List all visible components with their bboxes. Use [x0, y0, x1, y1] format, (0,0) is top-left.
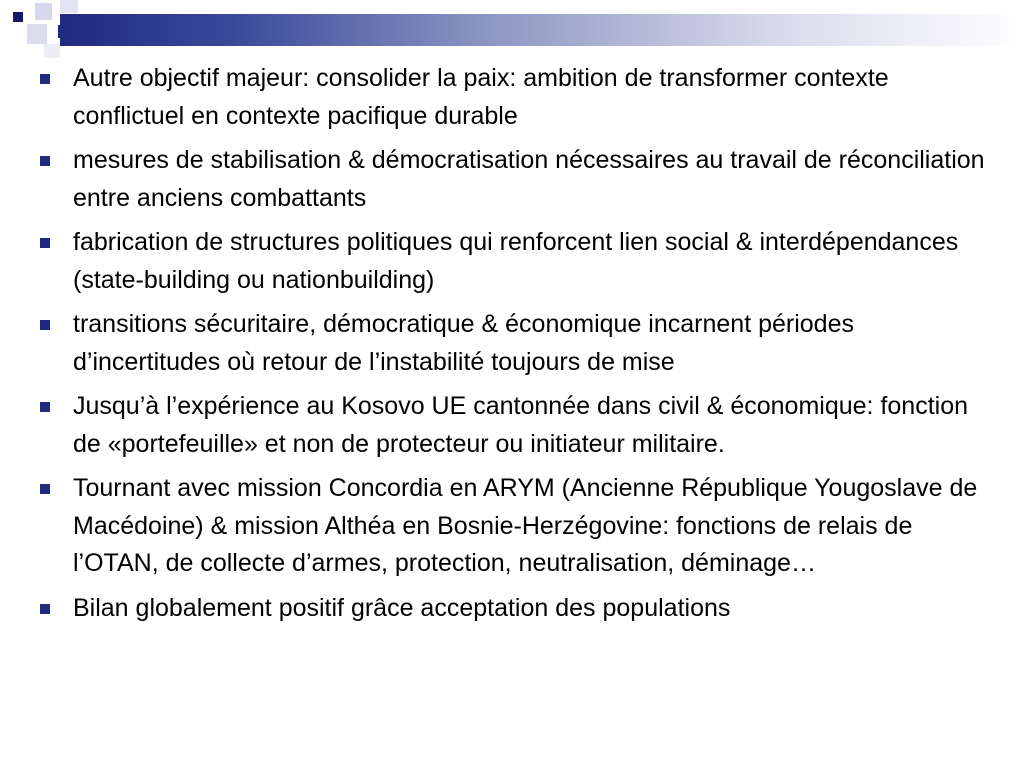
bullet-item	[34, 224, 994, 299]
square-bullet-icon	[40, 320, 50, 330]
square-bullet-icon	[40, 238, 50, 248]
bullet-text: Bilan globalement positif grâce acceptation des populations	[73, 593, 731, 622]
bullet-text: Autre objectif majeur: consolider la paix: ambition de transformer contexte conflictuel en contexte pacifique durable	[73, 64, 889, 130]
decorative-square	[60, 0, 78, 13]
square-bullet-icon	[40, 402, 50, 412]
bullet-text: fabrication de structures politiques qui renforcent lien social & interdépendances (state-building ou nationbuilding)	[73, 228, 959, 294]
slide-body	[34, 60, 994, 634]
square-bullet-icon	[40, 604, 50, 614]
square-bullet-icon	[40, 484, 50, 494]
bullet-item	[34, 60, 994, 135]
bullet-item	[34, 306, 994, 381]
bullet-item	[34, 142, 994, 217]
bullet-item	[34, 590, 994, 628]
header-gradient-band	[60, 14, 1024, 46]
bullet-text: transitions sécuritaire, démocratique & économique incarnent périodes d’incertitudes où retour de l’instabilité toujours de mise	[73, 310, 854, 376]
decorative-square	[27, 24, 47, 44]
bullet-text: mesures de stabilisation & démocratisation nécessaires au travail de réconciliation entre anciens combattants	[73, 146, 985, 212]
decorative-square	[44, 44, 60, 58]
square-bullet-icon	[40, 74, 50, 84]
bullet-list	[34, 60, 994, 627]
bullet-item	[34, 388, 994, 463]
bullet-item	[34, 470, 994, 583]
bullet-text: Jusqu’à l’expérience au Kosovo UE cantonnée dans civil & économique: fonction de «portefeuille» et non de protecteur ou initiateur militaire.	[73, 392, 968, 458]
decorative-square	[35, 3, 52, 20]
square-bullet-icon	[40, 156, 50, 166]
decorative-square	[13, 12, 23, 22]
bullet-text: Tournant avec mission Concordia en ARYM (Ancienne République Yougoslave de Macédoine) & mission Althéa en Bosnie-Herzégovine: fonctions de relais de l’OTAN, de collecte d’armes, protection, neutralisation, déminage…	[73, 474, 978, 577]
